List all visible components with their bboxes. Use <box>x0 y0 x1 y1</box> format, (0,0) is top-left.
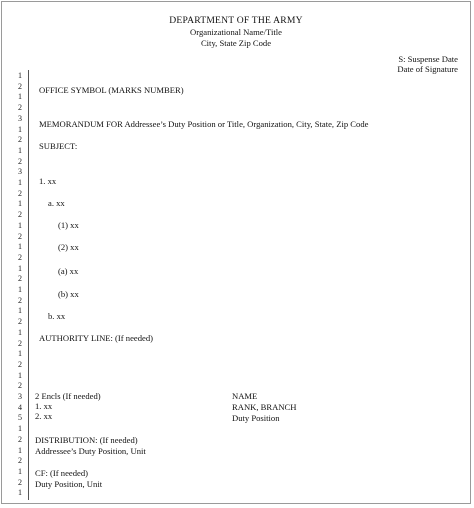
line-number: 3 <box>18 167 22 177</box>
enclosure-item-1: 1. xx <box>35 401 53 411</box>
line-number: 2 <box>18 103 22 113</box>
enclosures-title: 2 Encls (If needed) <box>35 391 101 401</box>
office-symbol: OFFICE SYMBOL (MARKS NUMBER) <box>39 85 184 95</box>
line-number: 1 <box>18 424 22 434</box>
line-number: 1 <box>18 145 22 155</box>
line-number: 1 <box>18 263 22 273</box>
line-number: 1 <box>18 370 22 380</box>
line-number: 1 <box>18 306 22 316</box>
distribution-label: DISTRIBUTION: (If needed) <box>35 435 138 445</box>
line-number: 1 <box>18 488 22 498</box>
memorandum-for: MEMORANDUM FOR Addressee’s Duty Position or Title, Organization, City, State, Zip Code <box>39 119 369 129</box>
paragraph-1b: b. xx <box>48 311 66 321</box>
line-number: 1 <box>18 242 22 252</box>
line-number: 2 <box>18 359 22 369</box>
cf-value: Duty Position, Unit <box>35 479 103 489</box>
line-number: 1 <box>18 178 22 187</box>
line-number: 2 <box>18 135 22 145</box>
enclosure-item-2: 2. xx <box>35 411 53 421</box>
line-number: 1 <box>18 466 22 476</box>
line-number: 2 <box>18 156 22 166</box>
distribution-value: Addressee’s Duty Position, Unit <box>35 446 146 456</box>
suspense-date: S: Suspense Date <box>398 54 458 64</box>
organization-name: Organizational Name/Title <box>190 27 282 37</box>
line-number: 3 <box>18 113 22 123</box>
line-number: 2 <box>18 317 22 327</box>
line-number: 1 <box>18 92 22 102</box>
date-of-signature: Date of Signature <box>397 64 458 74</box>
line-number: 3 <box>18 392 22 401</box>
line-number: 1 <box>18 349 22 359</box>
paragraph-1a1: (1) xx <box>58 220 79 230</box>
line-number: 1 <box>18 220 22 230</box>
line-number: 2 <box>18 274 22 284</box>
cf-label: CF: (If needed) <box>35 468 88 478</box>
line-number: 1 <box>18 445 22 455</box>
line-number: 2 <box>18 338 22 348</box>
subject-line: SUBJECT: <box>39 141 78 151</box>
paragraph-1a: a. xx <box>48 198 65 208</box>
line-number: 4 <box>18 402 22 412</box>
line-number: 2 <box>18 295 22 305</box>
line-number: 2 <box>18 456 22 466</box>
authority-line: AUTHORITY LINE: (If needed) <box>39 333 153 343</box>
line-number: 2 <box>18 81 22 91</box>
line-number: 2 <box>18 381 22 391</box>
line-number: 1 <box>18 285 22 294</box>
paragraph-1: 1. xx <box>39 176 57 186</box>
line-number: 1 <box>18 327 22 337</box>
memorandum-template <box>1 1 471 504</box>
paragraph-1a2a: (a) xx <box>58 266 79 276</box>
line-number: 1 <box>18 199 22 209</box>
organization-city: City, State Zip Code <box>200 38 272 48</box>
signature-rank: RANK, BRANCH <box>232 402 297 412</box>
line-number: 2 <box>18 188 22 198</box>
line-number: 2 <box>18 252 22 262</box>
line-number: 2 <box>18 210 22 220</box>
line-number: 1 <box>18 124 22 134</box>
margin-rule <box>28 70 29 500</box>
signature-duty-position: Duty Position <box>232 413 280 423</box>
signature-name: NAME <box>232 391 258 401</box>
paragraph-1a2b: (b) xx <box>58 289 79 299</box>
paragraph-1a2: (2) xx <box>58 242 79 252</box>
line-number: 2 <box>18 231 22 241</box>
line-number: 2 <box>18 434 22 444</box>
line-number: 1 <box>18 71 22 80</box>
line-number: 2 <box>18 477 22 487</box>
line-number: 5 <box>18 413 22 423</box>
department-name: DEPARTMENT OF THE ARMY <box>169 15 303 26</box>
